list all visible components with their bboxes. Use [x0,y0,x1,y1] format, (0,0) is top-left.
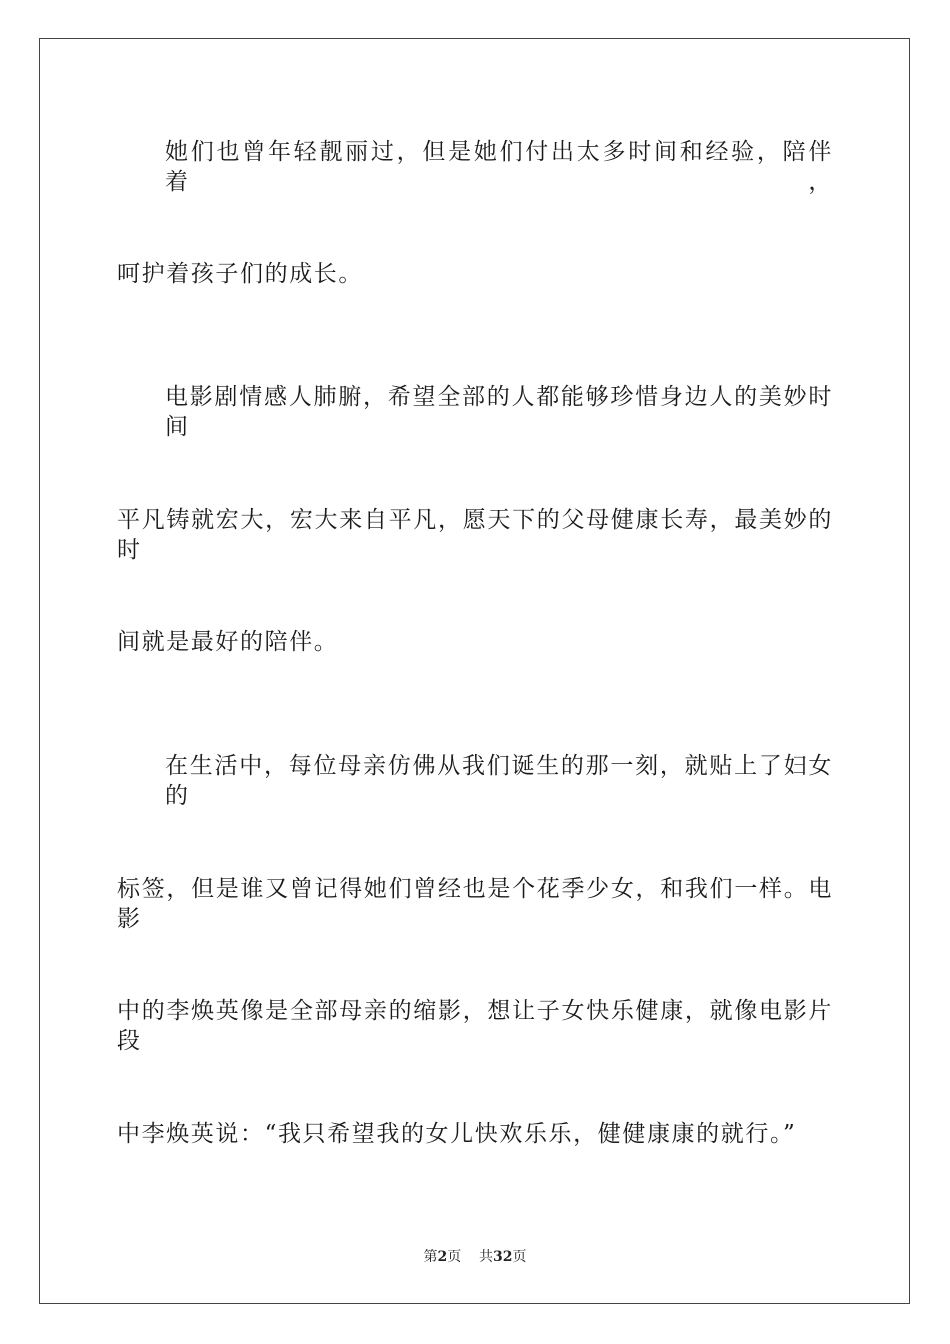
paragraph-3-line-1: 在生活中，每位母亲仿佛从我们诞生的那一刻，就贴上了妇女的 [165,753,833,809]
paragraph-2-line-2: 平凡铸就宏大，宏大来自平凡，愿天下的父母健康长寿，最美妙的时 [117,507,833,563]
paragraph-1-line-2: 呵护着孩子们的成长。 [117,261,363,287]
footer-total-prefix: 共 [479,1249,494,1265]
page-frame [39,38,910,1304]
footer-total-pages: 32 [493,1249,513,1265]
footer-page-suffix: 页 [447,1249,462,1265]
page-footer [0,1248,950,1266]
paragraph-1-line-1: 她们也曾年轻靓丽过，但是她们付出太多时间和经验，陪伴着， [165,139,833,195]
paragraph-3-line-3: 中的李焕英像是全部母亲的缩影，想让子女快乐健康，就像电影片段 [117,998,833,1054]
paragraph-3-line-4: 中李焕英说：“我只希望我的女儿快欢乐乐，健健康康的就行。” [117,1121,797,1147]
footer-page-prefix: 第 [423,1249,438,1265]
footer-page-number: 2 [437,1249,448,1265]
paragraph-2-line-1: 电影剧情感人肺腑，希望全部的人都能够珍惜身边人的美妙时间 [165,384,833,440]
footer-total-suffix: 页 [512,1249,527,1265]
paragraph-2-line-3: 间就是最好的陪伴。 [117,629,339,655]
paragraph-3-line-2: 标签，但是谁又曾记得她们曾经也是个花季少女，和我们一样。电影 [117,876,833,932]
